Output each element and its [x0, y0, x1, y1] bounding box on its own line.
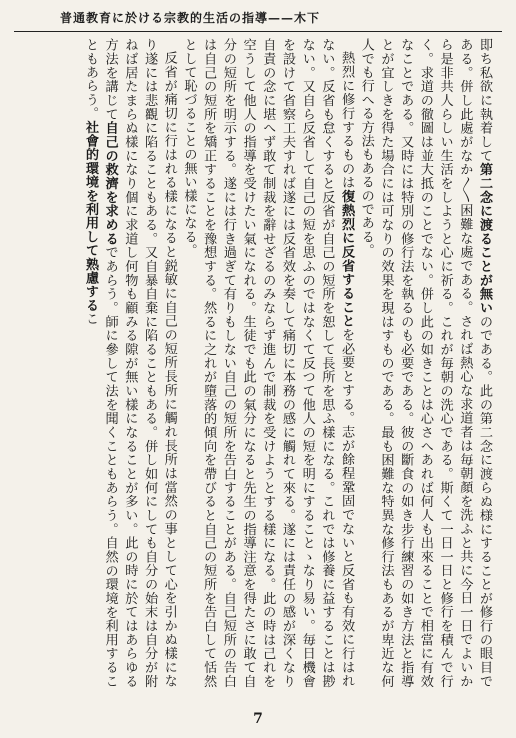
paragraph-2-text-c: を必要とする。志が餘程鞏固でないと反省も有效に行はれない。反省も怠くすると反省が自己の短所を恕して長所を思ふ樣になる。これでは修養に益することは尠ない。又自ら反省して自己の短を思ふのではなくて反つて他人の短を明にすることゝなり易い。毎日機會を設けて省察工夫すれば遂には反省效を奏して痛切に本務の感に觸れて來る。遂には責任の感が深くなり自責の念に堪へず敢て制裁を辭せざるのみならず進んで制裁を受けようとする樣になる。此の時は己れを空うして他人の指導を受けたい氣になれる。生徒でも此の氣分になると先生の指導注意を得たさに敢て自分の短所を明示する。遂には行き過ぎて有りもしない自己の短所を告白することがある。自己短所の告白は自己の短所を矯正することを豫想する。然るに之れが墮落的傾向を帶びると自己の短所を告白して恬然として恥づることの無い樣になる。	[181, 38, 355, 688]
paragraph-1-text-c: のである。此の第二念に渡らぬ様にすることが修行の眼目である。併し此處がなか〳〵困難な處である。されば熱心な求道者は毎朝顏を洗ふと共に今日一日でよいから是非共人らしい生活をしようと心に祈る。これが毎朝の洗心である。斯くて一日一日と修行を積んで行く。求道の徹圖は並大抵のことでない。併し此の如きことは心さへあれば何人も出來ることで相當に有效なことである。又時には特別の修行法を執るのも必要である。彼の斷食の如き步行練習の如き方法と指導とが宜しきを得た場合には可なりの效果を現はすものである。最も困難な特異な修行法もあるが卑近な何人でも行へる方法もあるのである。	[358, 38, 492, 688]
paragraph-1-emphasis: 第二念に渡ることが無い	[477, 162, 492, 315]
paragraph-2-emphasis: 復熱烈に反省すること	[339, 189, 355, 329]
paragraph-3-emphasis-1: 自己の救濟を求める	[102, 121, 118, 246]
paragraph-3-emphasis-2: 社會的環境を利用して熟慮する	[82, 120, 98, 313]
paragraph-3-text-a: 反省が痛切に行はれる樣になると鋭敏に自己の短所長所に觸れ長所は當然の事として心を引かぬ樣になり遂には悲觀に陷ることもある。又自暴自棄に陷ることもある。併し如何にしても自分の始末は自分が附ねば居たまらぬ樣になり個に求道し何物も顧みる隙が無い樣になることが多い。此の時に於てはあらゆる方法を講じて	[102, 38, 177, 688]
paragraph-3	[80, 38, 179, 688]
running-head: 普通教育に於ける宗教的生活の指導——木下	[60, 11, 321, 25]
paragraph-2	[179, 38, 356, 688]
paragraph-3-text-c: であらう。師に參して法を聞くこともあらう。自然の環境を利用することもあらう。	[82, 38, 118, 688]
vertical-body-text	[22, 38, 494, 688]
paragraph-2-text-a: 熱烈に修行するものは	[339, 51, 355, 190]
page-number: 7	[253, 711, 263, 727]
paragraph-3-text-e: こ	[82, 312, 98, 326]
header-rule	[14, 31, 502, 32]
paragraph-1	[356, 38, 494, 688]
paragraph-1-text-a: 即ち私欲に執着して	[477, 38, 492, 163]
